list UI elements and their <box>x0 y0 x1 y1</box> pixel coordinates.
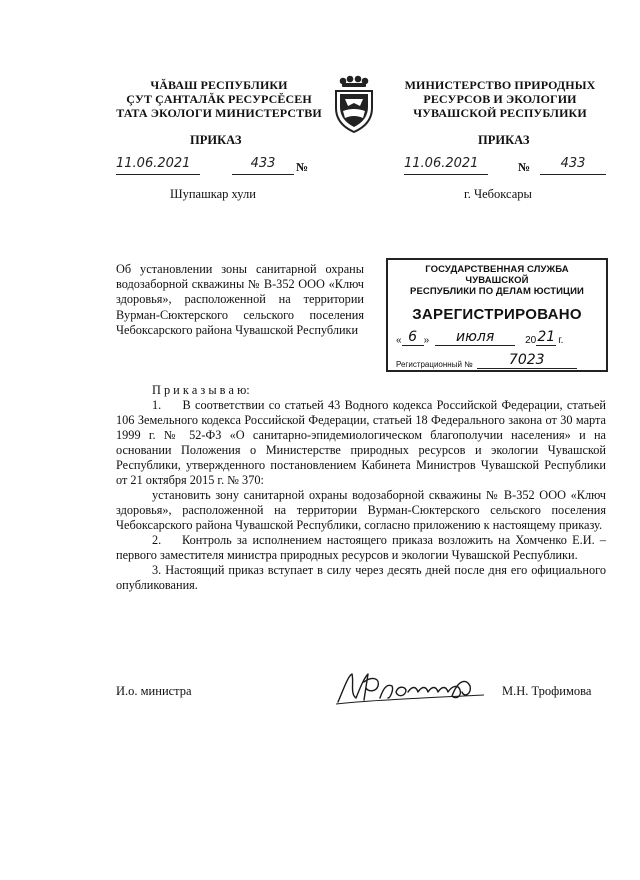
stamp-year-unit: г. <box>558 335 564 346</box>
order-paragraph-1b: установить зону санитарной охраны водозаборной скважины № В-352 ООО «Ключ здоровья», расположенной на территории Вурман-Сюктерского сельского поселения Чебоксарского района Чувашской Республики, согласно приложению к настоящему приказу. <box>116 488 606 532</box>
handwritten-signature <box>334 668 494 708</box>
stamp-org-line2: РЕСПУБЛИКИ ПО ДЕЛАМ ЮСТИЦИИ <box>410 286 584 297</box>
order-lead: П р и к а з ы в а ю: <box>152 383 250 397</box>
header-right <box>396 78 604 120</box>
city-left: Шупашкар хули <box>170 187 256 201</box>
header-right-line3: ЧУВАШСКОЙ РЕСПУБЛИКИ <box>413 106 587 120</box>
signature-position: И.о. министра <box>116 684 192 698</box>
order-paragraph-3: 3. Настоящий приказ вступает в силу через десять дней после дня его официального опубликования. <box>116 563 606 592</box>
order-date-left: 11.06.2021 <box>116 156 200 175</box>
document-title: Об установлении зоны санитарной охраны водозаборной скважины № В-352 ООО «Ключ здоровья», расположенной на территории Вурман-Сюктерского сельского поселения Чебоксарского района Чувашской Республики <box>116 262 364 337</box>
stamp-year-prefix: 20 <box>525 335 537 346</box>
chuvash-emblem-icon <box>330 72 378 134</box>
stamp-year-suffix: 21 <box>537 329 556 345</box>
header-right-line2: РЕСУРСОВ И ЭКОЛОГИИ <box>423 92 577 106</box>
stamp-date-row <box>396 329 598 346</box>
order-body <box>116 383 606 593</box>
city-right: г. Чебоксары <box>464 187 532 201</box>
order-number-right: 433 <box>540 156 606 175</box>
order-date-right: 11.06.2021 <box>404 156 488 175</box>
stamp-reg-label: Регистрационный № <box>396 360 473 369</box>
header-left-line2: ÇУТ ÇАНТАЛĂК РЕСУРСĔСЕН <box>126 92 312 106</box>
registration-stamp <box>386 258 608 372</box>
header-right-line1: МИНИСТЕРСТВО ПРИРОДНЫХ <box>404 78 596 92</box>
order-paragraph-2: 2. Контроль за исполнением настоящего приказа возложить на Хомченко Е.И. – первого заместителя министра природных ресурсов и экологии Чувашской Республики. <box>116 533 606 562</box>
stamp-quote-close: » <box>423 335 430 346</box>
stamp-status: ЗАРЕГИСТРИРОВАНО <box>412 306 582 323</box>
order-paragraph-1: 1. В соответствии со статьей 43 Водного кодекса Российской Федерации, статьей 106 Земельного кодекса Российской Федерации, статьей 18 Федерального закона от 30 марта 1999 г. № 52-ФЗ «О санитарно-эпидемиологическом благополучии населения» и на основании Положения о Министерстве природных ресурсов и экологии Чувашской Республики, утвержденного постановлением Кабинета Министров Чувашской Республики от 21 октября 2015 г. № 370: <box>116 398 606 487</box>
number-sign-left: № <box>296 160 309 174</box>
stamp-quote-open: « <box>396 335 402 346</box>
stamp-day: 6 <box>402 329 424 346</box>
header-left-line3: ТАТА ЭКОЛОГИ МИНИСТЕРСТВИ <box>116 106 322 120</box>
stamp-org-line1: ГОСУДАРСТВЕННАЯ СЛУЖБА ЧУВАШСКОЙ <box>425 264 569 286</box>
header-left <box>112 78 326 120</box>
order-word-right: ПРИКАЗ <box>478 133 530 147</box>
stamp-month: июля <box>435 329 515 346</box>
signature-name: М.Н. Трофимова <box>502 684 592 698</box>
order-number-left: 433 <box>232 156 294 175</box>
stamp-reg-number: 7023 <box>477 352 577 369</box>
stamp-reg-row <box>396 352 598 369</box>
header-left-line1: ЧĂВАШ РЕСПУБЛИКИ <box>150 78 288 92</box>
order-word-left: ПРИКАЗ <box>190 133 242 147</box>
number-sign-right: № <box>518 160 531 174</box>
